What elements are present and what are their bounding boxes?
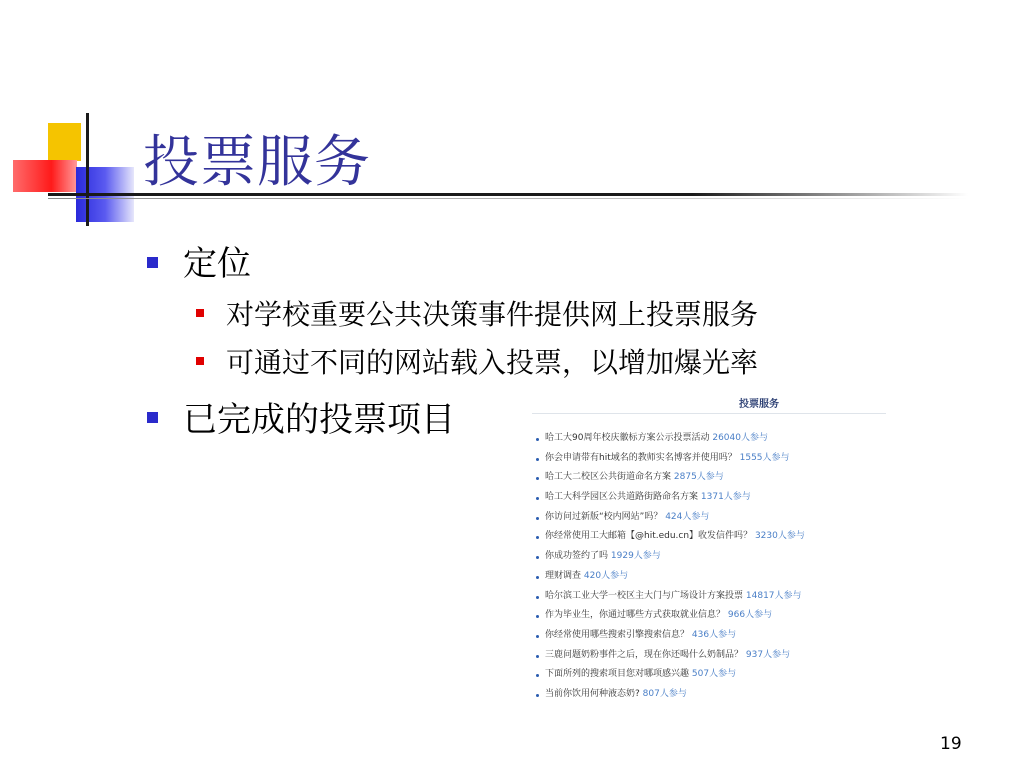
page-number: 19 (940, 734, 962, 754)
title-underline-thin (48, 198, 968, 199)
poll-participant-count[interactable]: 2875人参与 (673, 472, 724, 483)
poll-item[interactable] (532, 488, 886, 508)
bullet-completed-polls: 已完成的投票项目 (183, 400, 455, 440)
poll-participant-count[interactable]: 1555人参与 (739, 452, 790, 463)
bullet-square-icon (147, 257, 158, 268)
poll-participant-count[interactable]: 3230人参与 (754, 531, 805, 542)
poll-item[interactable] (532, 606, 886, 626)
poll-title[interactable]: 哈工大二校区公共街道命名方案 (545, 472, 672, 483)
poll-list-panel (532, 389, 886, 701)
bullet-positioning: 定位 (183, 244, 251, 284)
poll-title[interactable]: 哈尔滨工业大学一校区主大门与广场设计方案投票 (545, 590, 744, 601)
bullet-dot-icon (536, 517, 539, 520)
bullet-dot-icon (536, 615, 539, 618)
bullet-dot-icon (536, 576, 539, 579)
poll-participant-count[interactable]: 424人参与 (665, 511, 710, 522)
bullet-dot-icon (536, 458, 539, 461)
poll-item[interactable] (532, 508, 886, 528)
slide-title: 投票服务 (143, 130, 371, 195)
poll-item[interactable] (532, 429, 886, 449)
poll-title[interactable]: 你成功签约了吗 (545, 551, 609, 562)
poll-participant-count[interactable]: 26040人参与 (712, 433, 768, 443)
poll-participant-count[interactable]: 507人参与 (691, 669, 737, 680)
decor-red-bar (13, 160, 77, 192)
poll-title[interactable]: 哈工大科学园区公共道路街路命名方案 (545, 492, 699, 503)
poll-participant-count[interactable]: 14817人参与 (745, 590, 802, 601)
poll-item[interactable] (532, 567, 886, 587)
poll-participant-count[interactable]: 937人参与 (745, 649, 791, 660)
bullet-dot-icon (536, 556, 539, 559)
poll-participant-count[interactable]: 436人参与 (691, 629, 737, 640)
poll-item[interactable] (532, 646, 886, 666)
sub-bullet-exposure: 可通过不同的网站载入投票，以增加爆光率 (226, 346, 759, 379)
poll-list (532, 429, 886, 705)
poll-item[interactable] (532, 449, 886, 469)
decor-vertical-line (86, 113, 89, 226)
bullet-dot-icon (536, 635, 539, 638)
bullet-dot-icon (536, 674, 539, 677)
bullet-dot-icon (536, 596, 539, 599)
poll-title[interactable]: 下面所列的搜索项目您对哪项感兴趣 (545, 669, 690, 680)
poll-title[interactable]: 当前你饮用何种液态奶? (545, 688, 640, 699)
poll-title[interactable]: 你访问过新版“校内网站”吗？ (545, 511, 663, 522)
bullet-dot-icon (536, 655, 539, 658)
poll-title[interactable]: 哈工大90周年校庆徽标方案公示投票活动 (545, 433, 710, 443)
sub-bullet-purpose: 对学校重要公共决策事件提供网上投票服务 (226, 298, 759, 331)
poll-item[interactable] (532, 587, 886, 607)
bullet-dot-icon (536, 536, 539, 539)
decor-yellow-square (48, 123, 81, 161)
poll-participant-count[interactable]: 1929人参与 (610, 551, 661, 562)
bullet-square-icon (147, 412, 158, 423)
poll-participant-count[interactable]: 966人参与 (727, 610, 773, 621)
bullet-dot-icon (536, 438, 539, 441)
poll-item[interactable] (532, 665, 886, 685)
poll-panel-header: 投票服务 (532, 389, 886, 414)
poll-title[interactable]: 你经常使用工大邮箱【@hit.edu.cn】收发信件吗？ (545, 531, 753, 542)
poll-item[interactable] (532, 468, 886, 488)
poll-title[interactable]: 理财调查 (545, 570, 582, 581)
poll-participant-count[interactable]: 807人参与 (642, 688, 687, 699)
bullet-dot-icon (536, 477, 539, 480)
poll-title[interactable]: 三鹿问题奶粉事件之后，现在你还喝什么奶制品？ (545, 649, 744, 660)
sub-bullet-square-icon (196, 309, 204, 317)
poll-participant-count[interactable]: 420人参与 (583, 570, 629, 581)
poll-item[interactable] (532, 626, 886, 646)
poll-item[interactable] (532, 547, 886, 567)
poll-item[interactable] (532, 685, 886, 705)
poll-participant-count[interactable]: 1371人参与 (700, 492, 751, 503)
bullet-dot-icon (536, 694, 539, 697)
poll-title[interactable]: 你会申请带有hit域名的教师实名博客并使用吗？ (545, 452, 737, 463)
poll-title[interactable]: 作为毕业生，你通过哪些方式获取就业信息？ (545, 610, 726, 621)
poll-item[interactable] (532, 527, 886, 547)
sub-bullet-square-icon (196, 357, 204, 365)
bullet-dot-icon (536, 497, 539, 500)
poll-title[interactable]: 你经常使用哪些搜索引擎搜索信息？ (545, 629, 690, 640)
